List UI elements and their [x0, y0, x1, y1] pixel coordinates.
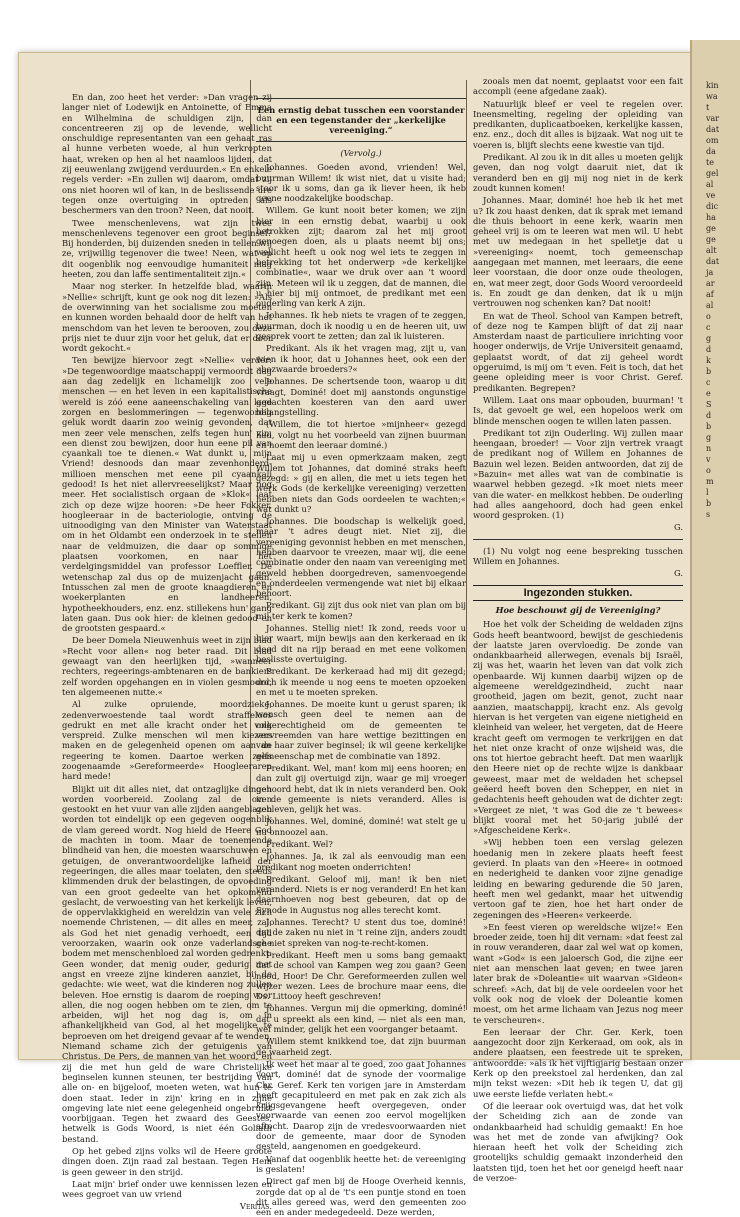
adjacent-text-fragment: c [706, 323, 711, 332]
adjacent-text-fragment: ge [706, 224, 716, 233]
column-3 [473, 76, 683, 1183]
paragraph: Willem. Laat ons maar opbouden, buurman! 't Is, dat gevoelt ge wel, een hopeloos werk om blinde menschen oogen te willen laten passen. [473, 394, 683, 426]
adjacent-text-fragment: ge [706, 235, 716, 244]
paragraph: Predikant. Gij zijt dus ook niet van plan om bij mij ter kerk te komen? [256, 600, 466, 621]
adjacent-text-fragment: da [706, 147, 716, 156]
adjacent-text-fragment: dic [706, 202, 719, 211]
paragraph: Vanaf dat oogenblik heette het: de vereeniging is geslaten! [256, 1153, 466, 1174]
adjacent-text-fragment: af [706, 290, 714, 299]
adjacent-text-fragment: gel [706, 169, 719, 178]
paragraph: Willem. Ge kunt nooit beter komen; we zijn hier in een ernstig debat, waarbij u ook betrokken zijt; daarom zal het mij groot genoegen doen, als u plaats neemt bij ons; wellicht heeft u ook nog wel iets te zeggen in betrekking tot het onderwerp »de kerkelijke combinatie«, waar we druk over aan 't woord zijn. Meteen wil ik u zeggen, dat de mannen, die u hier bij mij ontmoet, de predikant met een ouderling van kerk A zijn. [256, 205, 466, 309]
paragraph: Johannes. Goeden avond, vrienden! Wel, buurman Willem! ik wist niet, dat u visite had; stoor ik u soms, dan ga ik liever heen, ik heb geene noodzakelijke boodschap. [256, 162, 466, 204]
adjacent-text-fragment: o [706, 312, 711, 321]
separator [473, 539, 683, 540]
paragraph: Johannes. Ja, ik zal als eenvoudig man een predikant nog moeten onderrichten! [256, 851, 466, 872]
paragraph: Predikant. Wel? [266, 839, 333, 849]
adjacent-text-fragment: alt [706, 246, 717, 255]
adjacent-text-fragment: c [706, 378, 711, 387]
paragraph: Of die leeraar ook overtuigd was, dat het volk der Scheiding zich aan de zonde van ondankbaarheid had schuldig gemaakt! En hoe was het met de zonde van afwijking? Ook hieraan heeft het volk der Scheiding zich grootelijks schuldig gemaakt inzonderheid den laatsten tijd, toen het het oor geneigd heeft naar de verzoe- [473, 1100, 683, 1183]
adjacent-text-fragment: te [706, 158, 714, 167]
paragraph: Hoe het volk der Scheiding de weldaden zijns Gods heeft beantwoord, bewijst de geschiedenis der laatste jaren overvloedig. De zonde van ondankbaarheid allerwegen, evenals bij Israël, zij was het, waarin het leven van dat volk zich openbaarde. Wij kunnen daarbij wijzen op de algemeene wereldgezindheid, zucht naar grootheid, jagen om bezit, genot, zucht naar aanzien, maatschappij, kracht enz. Als gevolg hiervan is het vergeten van eigene nietigheid en kleinheid van weleer, het vergeten, dat de Heere kracht geeft om vermogen te verkrijgen en dat het niet onze kracht of onze wijsheid was, die ons tot hiertoe gebracht heeft. Dat men waarlijk den Heere niet op de rechte wijze is dankbaar geweest, maar met de weldaden het schepsel geëerd heeft boven den Schepper, en niet in gedachtenis heeft gehouden wat de dichter zegt: »Vergeet ze niet, 't was God die ze 't bewees« blijkt vooral met het 50-jarig jubilé der »Afgescheidene Kerk«. [473, 619, 683, 836]
section-subtitle: Hoe beschouwt gij de Vereeniging? [495, 604, 661, 615]
adjacent-text-fragment: t [706, 103, 710, 112]
paragraph: Predikant. Heeft men u soms bang gemaakt dat de school van Kampen weg zou gaan? Geen nood, Hoor! De Chr. Gereformeerden zullen wel wijzer wezen. Lees de brochure maar eens, die Ds. Littooy heeft geschreven! [256, 949, 466, 1002]
paragraph: Twee menschenlevens, wat zijn twee menschenlevens tegenover een groot beginsel? Bij honderden, bij duizenden sneden in tellen wij ze, vrijwillig tegenover die twee! Neen, wat op dit oogenblik nog eenvoudige humaniteit mag heeten, zou dan laffe sentimentaliteit zijn.« [62, 217, 272, 280]
continued-label: (Vervolg.) [340, 148, 382, 158]
adjacent-text-fragment: s [706, 510, 711, 519]
paragraph: Maar nog sterker. In hetzelfde blad, waarin »Nellie« schrijft, kunt ge ook nog dit lezen: »Als de overwinning van het socialisme zou moeten en kunnen worden behaald door de helft van het menschdom van het leven te berooven, zou deze prijs niet te duur zijn voor het geluk, dat er door wordt gekocht.« [62, 281, 272, 354]
paragraph: Johannes. Terecht? U stent dus toe, dominé! dat de zaken nu niet in 't reine zijn, anders zoudt ge niet spreken van nog-te-recht-komen. [256, 917, 466, 948]
paragraph: En wat de Theol. School van Kampen betreft, of deze nog te Kampen blijft of dat zij naar Amsterdam naast de particuliere inrichting voor hooger onderwijs, de Vrije Universiteit genaamd, geplaatst wordt, of dat zij geheel wordt opgeruimd, is mij om 't even. Feit is toch, dat het geene opleiding meer is voor Christ. Geref. predikanten. Begrepen? [473, 310, 683, 393]
adjacent-text-fragment: n [706, 444, 712, 453]
paragraph: Al zulke opruiende, moordzieke, zedenverwoestende taal wordt straffeloos gedrukt en met alle kracht onder het volk verspreid. Zulke menschen wil men kiezers maken en de gelegenheid openen om aan de regeering te komen. Daartoe werken zelfs zoogenaamde »Gereformeerde« Hoogleeraren hard mede! [62, 699, 272, 782]
paragraph: zooals men dat noemt, geplaatst voor een fait accompli (eene afgedane zaak). [473, 76, 683, 97]
paragraph: Johannes. Maar, dominé! hoe heb ik het met u? Ik zou haast denken, dat ik sprak met iemand die thuis behoort in eene kerk, waarin men geheel vrij is om te leeren wat men wil. U hebt met uw medegaan in het spelletje dat u »vereeniging« noemt, toch gemeenschap aangegaan met mannen, met leeraars, die eene leer voorstaan, die door onze oude theologen, en, wat meer zegt, door Gods Woord veroordeeld is. En zoudt ge dan denken, dat ik u mijn vertrouwen nog schenken kan? Dat nooit! [473, 195, 683, 309]
column-1 [62, 92, 272, 1212]
paragraph: Predikant tot zijn Ouderling. Wij zullen maar heengaan, broeder! — Voor zijn vertrek vraagt de predikant nog of Willem en Johannes de Bazuin wel lezen. Beiden antwoorden, dat zij de »Bazuin« met alles wat van de combinatie is waarwel hebben gezegd. »Ik moet niets meer van die water- en melkkost hebben. De ouderling had alles aangehoord, doch had geen enkel woord gesproken. (1) [473, 427, 683, 521]
adjacent-text-fragment: ve [706, 191, 716, 200]
adjacent-text-fragment: k [706, 356, 711, 365]
adjacent-text-fragment: al [706, 301, 714, 310]
adjacent-text-fragment: wa [706, 92, 718, 101]
column-2 [256, 92, 466, 1217]
section-title: Ingezonden stukken. [473, 585, 683, 601]
adjacent-text-fragment: dat [706, 125, 720, 134]
paragraph: Laat mij u even opmerkzaam maken, zegt Willem tot Johannes, dat dominé straks heeft gezegd: » gij en allen, die met u iets tegen het werk Gods (de kerkelijke vereeniging) verzetten hebben niets dan Gods oordeelen te wachten;« wat dunkt u? [256, 452, 466, 514]
footnote: (1) Nu volgt nog eene bespreking tusschen Willem en Johannes. [473, 545, 683, 567]
adjacent-text-fragment: al [706, 180, 714, 189]
paragraph: Johannes. De moeite kunt u gerust sparen; ik wensch geen deel te nemen aan de ongerechtigheid om de gemeenten te vervreemden van hare wettige bezittingen en van haar zuiver beginsel; ik wil geene kerkelijke gemeenschap met de combinatie van 1892. [256, 699, 466, 761]
paragraph: Natuurlijk bleef er veel te regelen over. Ineensmelting, regeling der opleiding van predikanten, duplicaatboeken, kerkelijke kassen, enz. enz., doch dit alles is bijzaak. Wat nog uit te voeren is, blijft slechts eene kwestie van tijd. [473, 98, 683, 150]
paragraph: Johannes. Ik heb niets te vragen of te zeggen, buurman, doch ik noodig u en de heeren uit, uw gesprek voort te zetten; dan zal ik luisteren. [256, 310, 466, 342]
paragraph: Willem stemt knikkend toe, dat zijn buurman de waarheid zegt. [256, 1036, 466, 1057]
paragraph: Ik weet het maar al te goed, zoo gaat Johannes voort, dominé! dat de synode der voormalige Chr. Geref. Kerk ten vorigen jare in Amsterdam heeft gecapituleerd en met pak en zak zich als krijgsgevangene heeft overgegeven, onder voorwaarde van eenen zoo eervol mogelijken aftocht. Daarop zijn de vredesvoorwaarden niet door de gemeente, maar door de Synoden gesteld, aangenomen en goedgekeurd. [256, 1058, 466, 1152]
adjacent-text-fragment: e [706, 389, 711, 398]
paragraph: En dan, zoo heet het verder: »Dan vragen zij langer niet of Lodewijk en Antoinette, of Emma en Wilhelmina de schuldigen zijn, dan concentreeren zij op de levende, wellicht onschuldige representanten van een gehaat ras al hunne verbeten woede, al hun verkropten haat, wreken op hen al het naamloos lijden, dat zij eeuwenlang zwijgend verduurden.« En enkele regels verder: »En zullen wij daarom, omdat zij ons niet hooren wil of kan, in de beslissende ure tegen onze overtuiging in optreden als beschermers van den troon? Neen, dat nooit. [62, 92, 272, 216]
paragraph: De beer Domela Nieuwenhuis weet in zijn blad »Recht voor allen« nog beter raad. Dit blad gewaagt van den heerlijken tijd, »wanneer rechters, regeerings-ambtenaren en de bankiers zelf worden opgehangen en in violen gesmoord, ten algemeenen nutte.« [62, 635, 272, 697]
paragraph: Laat mijn' brief onder uwe kennissen lezen en wees gegroet van uw vriend [62, 1178, 272, 1200]
paragraph: Predikant. De kerkeraad had mij dit gezegd; doch ik meende u nog eens te moeten opzoeken en met u te moeten spreken. [256, 666, 466, 697]
paragraph: »En feest vieren op wereldsche wijze!« Een broeder zeide, toen hij dit vernam: »dat feest zal in rouw veranderen, daar zal wel wat op komen, want »God« is een jaloersch God, die zijne eer niet aan menschen laat geven; en twee jaren later brak de »Doleantie« uit waarvan »Gideon« schreef: »Ach, dat bij de vele oordeelen voor het volk ook nog de vloek der Doleantie komen moest, om het arme lichaam van Jezus nog meer te verscheuren«. [473, 921, 683, 1025]
separator [256, 98, 466, 99]
adjacent-text-fragment: d [706, 411, 712, 420]
paragraph: Predikant. Al zou ik in dit alles u moeten gelijk geven, dan nog volgt daaruit niet, dat ik veranderd ben en gij mij nog niet in de kerk zoudt kunnen komen! [473, 152, 683, 193]
adjacent-text-fragment: var [706, 114, 720, 123]
signature: Veritas. [239, 1201, 272, 1212]
adjacent-text-fragment: g [706, 334, 712, 343]
adjacent-text-fragment: o [706, 466, 711, 475]
paragraph: Predikant. Als ik het vragen mag, zijt u, van wien ik hoor, dat u Johannes heet, ook een der »bezwaarde broeders?« [256, 343, 466, 374]
adjacent-text-fragment: S [706, 400, 712, 409]
adjacent-text-fragment: om [706, 136, 719, 145]
paragraph: Predikant. Geloof mij, man! ik ben niet veranderd. Niets is er nog veranderd! En het kan daarnhoeven nog best gebeuren, dat op de Synode in Augustus nog alles terecht komt. [256, 873, 466, 915]
adjacent-page-text [692, 40, 740, 520]
adjacent-text-fragment: ja [706, 268, 714, 277]
column-rule [466, 80, 467, 1010]
paragraph: Johannes. Die boodschap is welkelijk goed, maar 't adres deugt niet. Niet zij, die vereeniging gevonnist hebben en met menschen, hebben daarvoor te vreezen, maar wij, die eene combinatie onder den naam van vereeniging met geweld hebben doorgedreven, samenvoegende en onderdeelen vermengende wat niet bij elkaar behoort. [256, 516, 466, 599]
paragraph: Ten bewijze hiervoor zegt »Nellie« verder: »De tegenwoordige maatschappij vermoordt dag aan dag zedelijk en lichamelijk zoo vele menschen — en het leven in een kapitalistische wereld is zóó eene aaneenschakeling van lage zorgen en beslommeringen — tegenwoordig geluk wordt daarin zoo weinig gevonden, dat men zeer vele menschen, zelfs tegen hun' zin, een dienst zou bewijzen, door hun eene pil van cyaankali toe te dienen.« Wat dunkt u, mijn Vriend! desnoods dan maar zevenhonderd-millioen menschen met eene pil cyaankali gedood! Is het niet allervreeselijkst? Maar nog meer. Het socialistisch orgaan de »Klok« laat zich op deze wijze hooren: »De heer Fokker, hoogleeraar in de bacteriologie, ontving de uitnoodiging van den Minister van Waterstaat om in het Oldambt een onderzoek in te stellen naar de veldmuizen, die daar op sommige plaatsen voorkomen, en naar het verdelgingsmiddel van professor Loeffler. De wetenschap zal dus op de muizenjacht gaan. Intusschen zal men de groote knaagdieren en woekerplanten en landheeren, hypotheekhouders, enz. enz. stillekens hun' gang laten gaan. Dus ook hier: de kleinen gedood en de grootsten gespaard.« [62, 355, 272, 634]
paragraph: Johannes. De schertsende toon, waarop u dit vraagt, Dominé! doet mij aanstonds ongunstige gedachten koesteren van den aard uwer belangstelling. [256, 376, 466, 418]
adjacent-page-edge [690, 40, 740, 1060]
paragraph: Op het gebed zijns volks wil de Heere groote dingen doen. Zijn raad zal bestaan. Tegen Hem is geen geweer in den strijd. [62, 1145, 272, 1177]
paragraph: Een leeraar der Chr. Ger. Kerk, toen aangezocht door zijn Kerkeraad, om ook, als in andere plaatsen, een feestrede uit te spreken, antwoordde: »als ik het vijftigjarig bestaan onzer Kerk op den preekstoel zal herdenken, dan zal mijn tekst wezen: »Dit heb ik tegen U, dat gij uwe eerste liefde verlaten hebt.« [473, 1026, 683, 1099]
adjacent-text-fragment: dat [706, 257, 720, 266]
paragraph: Johannes. Stellig niet! Ik zond, reeds voor u hier waart, mijn bewijs aan den kerkeraad en ik deed dit na rijp beraad en met eene volkomen beslisste overtuiging. [256, 623, 466, 664]
paragraph: Johannes. Wel, dominé, dominé! wat stelt ge u nu onnoozel aan. [256, 816, 466, 837]
paragraph: Johannes. Vergun mij die opmerking, dominé! dat u spreekt als een kind, — niet als een man, wel minder, gelijk het een voorganger betaamt. [256, 1003, 466, 1035]
adjacent-text-fragment: d [706, 345, 712, 354]
adjacent-text-fragment: b [706, 499, 712, 508]
adjacent-text-fragment: b [706, 422, 712, 431]
adjacent-text-fragment: m [706, 477, 714, 486]
adjacent-text-fragment: b [706, 367, 712, 376]
initial-signature: G. [673, 522, 683, 533]
article-headline: Een ernstig debat tusschen een voorstander en een tegenstander der „kerkelijke vereeniging.“ [257, 105, 465, 135]
paragraph: »Wij hebben toen een verslag gelezen hoedanig men in zekere plaats heeft feest gevierd. In plaats van den »Heere« in ootmoed en nederigheid te danken voor zijne genadige leiding en bewaring gedurende die 50 jaren, heeft men wel gedankt, maar het uitwendig vertoon gaf te zien, hoe het hart onder de zegeningen des »Heeren« verkeerde. [473, 837, 683, 920]
separator [256, 141, 466, 142]
adjacent-text-fragment: ar [706, 279, 715, 288]
adjacent-text-fragment: kin [706, 81, 719, 90]
adjacent-text-fragment: l [706, 488, 709, 497]
adjacent-text-fragment: ha [706, 213, 716, 222]
adjacent-text-fragment: v [706, 455, 711, 464]
paragraph: Blijkt uit dit alles niet, dat ontzaglijke dingen worden voorbereid. Zoolang zal de oven gestookt en het vuur van alle zijden aangeblazen worden tot eindelijk op een gegeven oogenblik de vlam gereed wordt. Nog hield de Heere God de machten in toom. Maar de toenemende blindheid van hen, die moesten waarschuwen en getuigen, de onverantwoordelijke lafheid der regeeringen, die alles maar toelaten, den steeds klimmenden druk der belastingen, de opvoeding van een groot gedeelte van het opkomend geslacht, de verwoesting van het kerkelijk leven, de oppervlakkigheid en wereldzin van vele zich noemende Christenen, — dit alles en meer, zal, als God het niet genadig verhoedt, een tijd veroorzaken, waarin ook onze vaderlandsche bodem met menschenbloed zal worden gedrenkt. Geen wonder, dat menig ouder, gedurig met angst en vreeze zijne kinderen aanziet, bij de gedachte: wie weet, wat die kinderen nog zullen beleven. Hoe ernstig is daarom de roeping voor allen, die nog oogen hebben om te zien, om te arbeiden, wijl het nog dag is, om in afhankelijkheid van God, al het mogelijke te beproeven om het dreigend gevaar af te wenden. Niemand schame zich der getuigenis van Christus. De Pers, de mannen van het woord, en zij die met hun geld de ware Christelijke beginselen kunnen steunen, ter bestrijding van alle on- en bijgeloof, moeten weten, wat hun te doen staat. Ieder in zijn' kring en in zijne omgeving late niet eene gelegenheid ongebruikt voorbijgaan. Tegen het zwaard des Geestes, hetwelk is Gods Woord, is niet één Goliath bestand. [62, 783, 272, 1144]
paragraph: Predikant. Wel, man! kom mij eens hooren; en dan zult gij overtuigd zijn, waar ge mij vroeger gehoord hebt, dat ik in niets veranderd ben. Ook in de gemeente is niets veranderd. Alles is gebleven, gelijk het was. [256, 762, 466, 815]
paragraph: Direct gaf men bij de Hooge Overheid kennis, zorgde dat op al de 't's een puntje stond en toen dit alles gereed was, werd den gemeenten zoo een en ander medegedeeld. Deze werden, [256, 1176, 466, 1217]
paragraph: (Willem, die tot hiertoe »mijnheer« gezegd had, volgt nu het voorbeeld van zijnen buurman en noemt den leeraar dominé.) [256, 419, 466, 451]
adjacent-text-fragment: g [706, 433, 712, 442]
initial-signature: G. [673, 568, 683, 579]
